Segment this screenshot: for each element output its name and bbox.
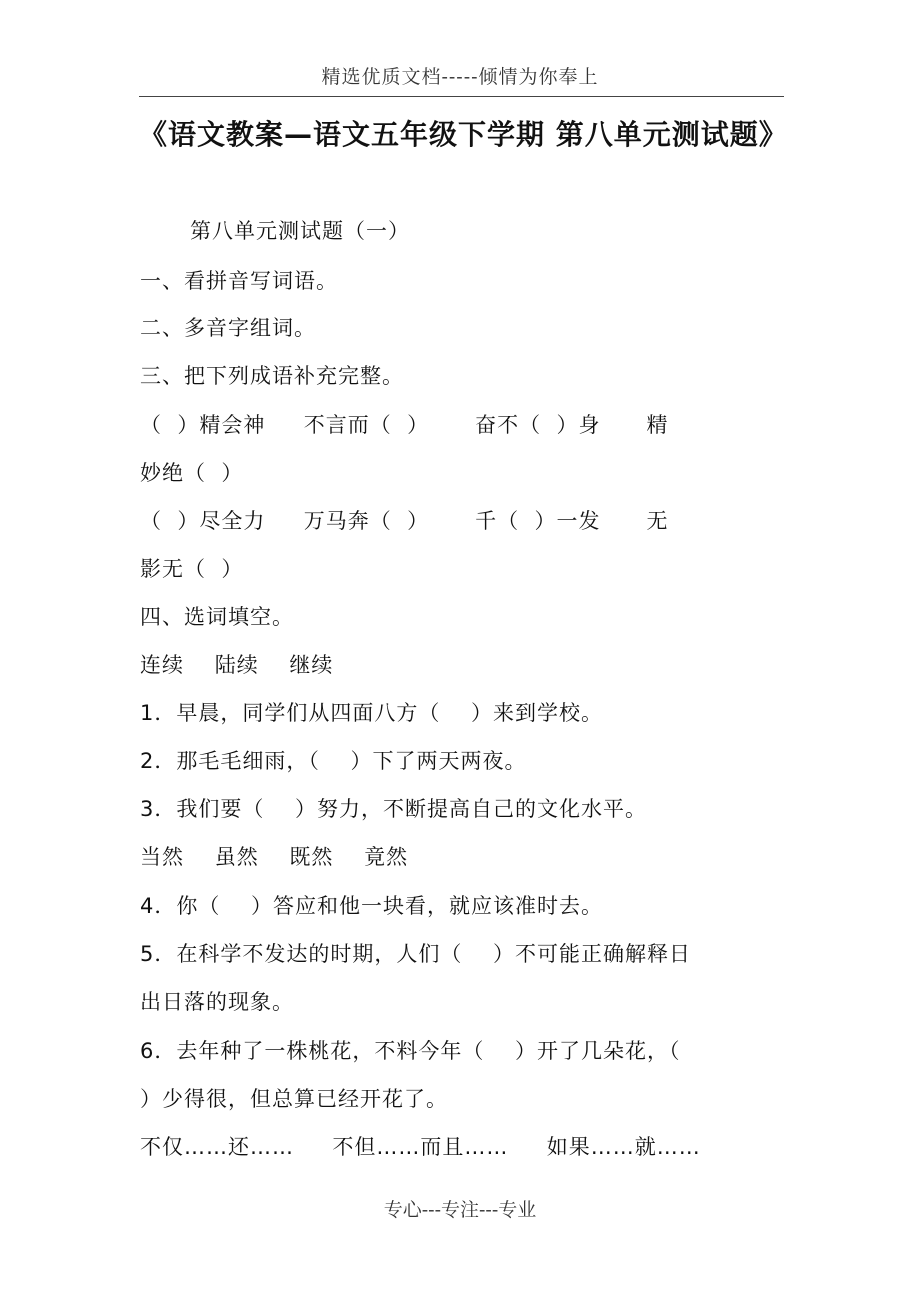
question-4: 4．你（ ）答应和他一块看，就应该准时去。	[140, 894, 604, 918]
page-footer: 专心---专注---专业	[383, 1199, 537, 1221]
idiom-row-2: （ ）尽全力 万马奔（ ） 千（ ）一发 无	[140, 509, 669, 533]
question-6-continued: ）少得很，但总算已经开花了。	[140, 1087, 448, 1111]
section-3-heading: 三、把下列成语补充完整。	[140, 364, 404, 388]
word-choice-group-2: 当然 虽然 既然 竟然	[140, 845, 409, 869]
header-divider	[139, 96, 784, 97]
idiom-row-1: （ ）精会神 不言而（ ） 奋不（ ）身 精	[140, 413, 669, 437]
question-3: 3．我们要（ ）努力，不断提高自己的文化水平。	[140, 797, 648, 821]
idiom-row-2-continued: 影无（ ）	[140, 557, 244, 581]
question-5: 5．在科学不发达的时期，人们（ ）不可能正确解释日	[140, 942, 692, 966]
test-subtitle: 第八单元测试题（一）	[190, 219, 410, 243]
section-1-heading: 一、看拼音写词语。	[140, 269, 338, 293]
page-header: 精选优质文档-----倾情为你奉上	[321, 66, 599, 88]
question-1: 1．早晨，同学们从四面八方（ ）来到学校。	[140, 701, 604, 725]
idiom-row-1-continued: 妙绝（ ）	[140, 461, 244, 485]
question-5-continued: 出日落的现象。	[140, 990, 294, 1014]
section-4-heading: 四、选词填空。	[140, 605, 294, 629]
question-2: 2．那毛毛细雨，（ ）下了两天两夜。	[140, 749, 527, 773]
document-title: 《语文教案—语文五年级下学期 第八单元测试题》	[139, 118, 788, 151]
question-6: 6．去年种了一株桃花，不料今年（ ）开了几朵花，（	[140, 1039, 681, 1063]
word-choice-group-1: 连续 陆续 继续	[140, 653, 334, 677]
section-2-heading: 二、多音字组词。	[140, 316, 316, 340]
word-choice-group-3: 不仅……还…… 不但……而且…… 如果……就……	[140, 1135, 701, 1159]
